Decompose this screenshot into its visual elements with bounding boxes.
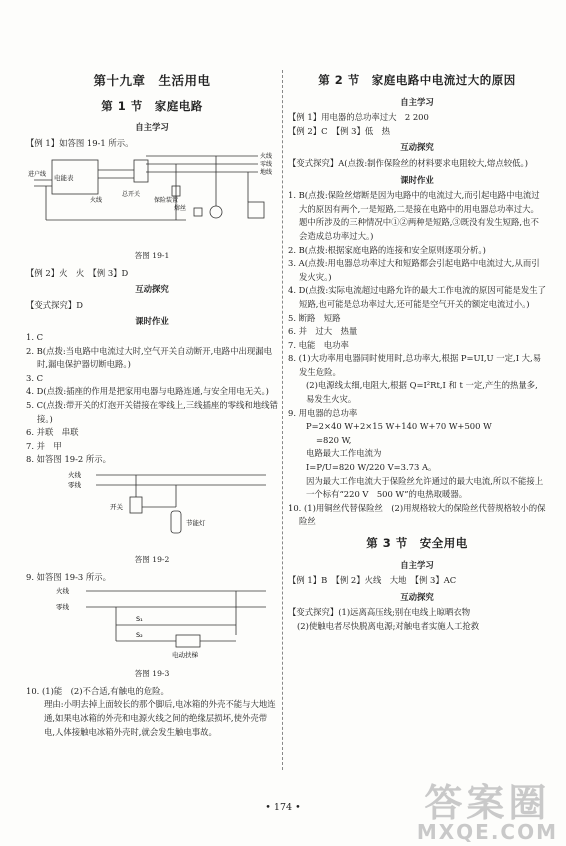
s3-examples: 【例 1】B 【例 2】火线 大地 【例 3】AC (288, 575, 457, 586)
s2-item-9-eq1: P=2×40 W+2×15 W+140 W+70 W+500 W (306, 421, 492, 432)
fig1-line-fire: 火线 (260, 153, 273, 161)
s2-item-9-eq3: I=P/U=820 W/220 V=3.73 A。 (306, 462, 437, 473)
s2-item-6: 6. 并 过大 热量 (288, 326, 358, 337)
fig3-label-s2: S₂ (136, 630, 143, 639)
watermark-top: 答案圈 (424, 781, 551, 825)
homework-item-4: 4. D(点拨:插座的作用是把家用电器与电路连通,与安全用电无关。) (26, 386, 269, 397)
s2-item-1: 1. B(点拨:保险丝熔断是因为电路中的电流过大,而引起电路中电流过大的原因有两个,一是短路,二是接在电路中的用电器总功率过大。题中所涉及的三种情况中①②两种是短路,③既没有发生短路,也不会造成总功率过大。) (288, 190, 540, 241)
fig1-label-fuse: 熔丝 (174, 205, 187, 213)
figure-19-1-caption: 答图 19-1 (134, 250, 170, 260)
fig1-line-ground: 地线 (260, 169, 273, 177)
left-column (26, 66, 278, 739)
fig3-line-fire: 火线 (56, 586, 69, 595)
page-number: • 174 • (265, 802, 301, 813)
right-column (288, 66, 546, 634)
homework-item-7: 7. 并 甲 (26, 440, 62, 451)
s2-example-1: 【例 1】用电器的总功率过大 2 200 (288, 112, 429, 123)
homework-item-8: 8. 如答图 19-2 所示。 (26, 454, 112, 465)
s3-variant-2: (2)使触电者尽快脱离电源;对触电者实施人工抢救 (297, 620, 480, 631)
fig1-label-fire: 火线 (90, 197, 103, 205)
homework-item-10-reason: 理由:小明去掉上面较长的那个脚后,电冰箱的外壳不能与大地连通,如果电冰箱的外壳和电源火线之间的绝缘层损坏,使外壳带电,人体接触电冰箱外壳时,就会发生触电事故。 (44, 699, 276, 737)
subheading-hudong-2: 互动探究 (400, 142, 434, 153)
s2-item-8a: 8. (1)大功率用电器同时使用时,总功率大,根据 P=UI,U 一定,I 大,易发生危险。 (288, 353, 542, 377)
figure-19-2 (26, 467, 278, 547)
fig1-label-entry: 进户线 (28, 171, 47, 179)
s2-item-8b: (2)电源线太细,电阻大,根据 Q=I²Rt,I 和 t 一定,产生的热量多,易发生火灾。 (306, 380, 538, 405)
s2-variant-answer: 【变式探究】A(点拨:制作保险丝的材料要求电阻较大,熔点较低。) (288, 157, 528, 168)
s2-item-4: 4. D(点拨:实际电流超过电路允许的最大工作电流的原因可能是发生了短路,也可能是总功率过大,还可能是空气开关的额定电流过小。) (288, 285, 546, 309)
fig1-line-zero: 零线 (260, 161, 273, 169)
section-2-title: 第 2 节 家庭电路中电流过大的原因 (318, 73, 516, 87)
homework-item-1: 1. C (26, 331, 44, 342)
example-1: 【例 1】如答图 19-1 所示。 (26, 137, 134, 148)
s2-item-3: 3. A(点拨:用电器总功率过大和短路都会引起电路中电流过大,从而引发火灾。) (288, 258, 540, 282)
fig2-line-zero: 零线 (68, 480, 81, 489)
homework-item-3: 3. C (26, 372, 44, 383)
homework-item-5: 5. C(点拨:带开关的灯泡开关错接在零线上,三线插座的零线和地线错接。) (26, 399, 278, 424)
fig3-label-escalator: 电动扶梯 (172, 650, 198, 659)
fig1-label-fuse-device: 保险装置 (154, 197, 179, 205)
fig2-line-fire: 火线 (68, 470, 81, 479)
fig2-label-lamp: 节能灯 (186, 518, 206, 527)
subheading-zizhu-3: 自主学习 (400, 559, 434, 570)
subheading-keshi: 课时作业 (135, 316, 169, 327)
chapter-title: 第十九章 生活用电 (93, 73, 211, 88)
watermark-logo (416, 781, 558, 844)
s2-item-9: 9. 用电器的总功率 (288, 407, 358, 418)
section-3-title: 第 3 节 安全用电 (366, 536, 468, 550)
figure-19-2-caption: 答图 19-2 (134, 555, 170, 565)
s2-item-9-eq2: =820 W, (316, 434, 352, 445)
figure-19-3-caption: 答图 19-3 (134, 669, 170, 679)
subheading-hudong-3: 互动探究 (400, 591, 434, 602)
example-2-3: 【例 2】火 火 【例 3】D (26, 267, 129, 278)
homework-item-10: 10. (1)能 (2)不合适,有触电的危险。 (26, 685, 169, 696)
s2-item-9-conclusion: 因为最大工作电流大于保险丝允许通过的最大电流,所以不能接上一个标有“220 V 500 W”的电热取暖器。 (306, 475, 544, 500)
figure-19-1 (26, 150, 278, 242)
fig2-label-switch: 开关 (110, 502, 123, 511)
figure-19-3 (26, 585, 278, 661)
subheading-zizhu: 自主学习 (135, 122, 169, 133)
fig1-label-meter: 电能表 (54, 174, 74, 183)
s2-item-9-current: 电路最大工作电流为 (306, 448, 382, 459)
section-1-title: 第 1 节 家庭电路 (101, 98, 203, 113)
s2-example-2-3: 【例 2】C 【例 3】低 热 (288, 125, 390, 136)
homework-item-9: 9. 如答图 19-3 所示。 (26, 572, 112, 583)
variant-answer: 【变式探究】D (26, 299, 83, 310)
s3-variant-1: 【变式探究】(1)远离高压线;别在电线上晾晒衣物 (288, 607, 471, 618)
s2-item-7: 7. 电能 电功率 (288, 339, 349, 350)
fig3-label-s1: S₁ (136, 614, 143, 623)
subheading-keshi-2: 课时作业 (400, 174, 434, 185)
homework-item-2: 2. B(点拨:当电路中电流过大时,空气开关自动断开,电路中出现漏电时,漏电保护器切断电路。) (26, 345, 272, 370)
s2-item-2: 2. B(点拨:根据家庭电路的连接和安全原则逐项分析。) (288, 244, 486, 255)
s2-item-5: 5. 断路 短路 (288, 312, 341, 323)
column-divider (282, 70, 283, 770)
homework-item-6: 6. 并联 串联 (26, 427, 79, 438)
subheading-hudong: 互动探究 (135, 284, 169, 295)
fig1-label-switch: 总开关 (122, 191, 141, 199)
subheading-zizhu-2: 自主学习 (400, 96, 434, 107)
fig3-line-zero: 零线 (56, 602, 69, 611)
s2-item-10: 10. (1)用铜丝代替保险丝 (2)用规格较大的保险丝代替规格较小的保险丝 (288, 502, 546, 527)
watermark-bottom: MXQE.COM (416, 820, 558, 844)
